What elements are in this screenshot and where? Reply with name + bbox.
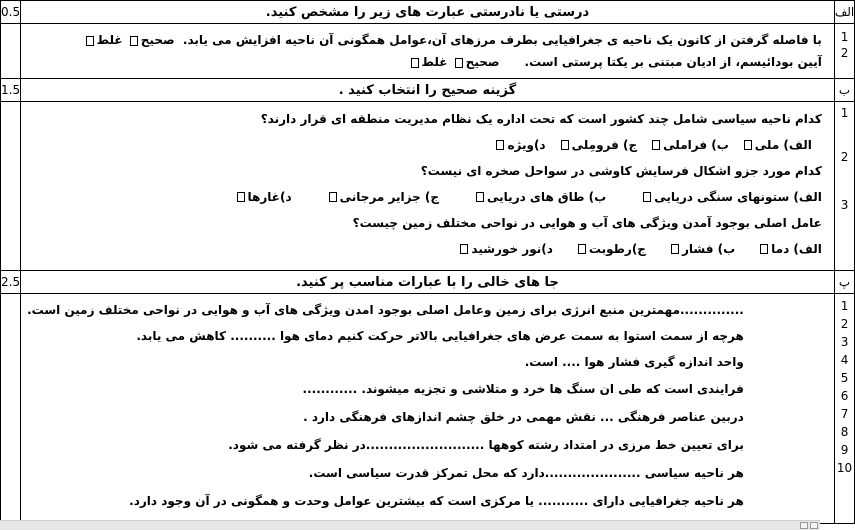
option-checkbox[interactable]: [496, 140, 504, 150]
question-options: [27, 132, 822, 158]
fill-line: هر ناحیه جغرافیایی دارای ........... یا مرکزی است که بیشترین عوامل وحدت و همگونی در آن وجود دارد.: [129, 494, 744, 508]
item-number: 3: [840, 198, 849, 212]
true-label: صحیح: [140, 33, 175, 47]
statement-text: با فاصله گرفتن از کانون یک ناحیه ی جغرافیایی بطرف مرزهای آن،عوامل همگونی آن ناحیه افزایش می یابد.: [182, 33, 822, 47]
question-text: کدام ناحیه سیاسی شامل چند کشور است که تحت اداره یک نظام مدیریت منطقه ای قرار دارند؟: [260, 112, 822, 126]
question-text: کدام مورد جزو اشکال فرسایش کاوشی در سواحل صخره ای نیست؟: [420, 164, 822, 178]
fill-line: فرایندی است که طی ان سنگ ها خرد و متلاشی و تجزیه میشوند. ............: [302, 382, 744, 396]
section-p-score: 2.5: [1, 271, 21, 294]
true-checkbox[interactable]: [130, 36, 138, 46]
false-checkbox[interactable]: [86, 36, 94, 46]
false-checkbox[interactable]: [411, 58, 419, 68]
true-label: صحیح: [465, 55, 500, 69]
option-label: الف) ستونهای سنگی دریایی: [654, 190, 822, 204]
section-a-letter: الف: [834, 1, 854, 24]
option-label: ب) فشار: [681, 242, 736, 256]
option-label: د)نور خورشید: [471, 242, 553, 256]
section-b-letter: ب: [834, 79, 854, 102]
fill-line: هر ناحیه سیاسی .....................دارد که محل تمرکز قدرت سیاسی است.: [308, 466, 744, 480]
false-label: غلط: [96, 33, 123, 47]
option-checkbox[interactable]: [578, 244, 586, 254]
fill-line: واحد اندازه گیری فشار هوا .... است.: [524, 355, 744, 369]
item-number: 8: [840, 425, 849, 439]
horizontal-scrollbar[interactable]: [0, 520, 820, 530]
fill-line: برای تعیین خط مرزی در امتداد رشته کوهها ..........................در نظر گرفته می شود.: [228, 438, 744, 452]
question-options: [27, 236, 822, 262]
option-checkbox[interactable]: [237, 192, 245, 202]
option-label: الف) ملی: [754, 138, 812, 152]
option-label: ب) طاق های دریایی: [487, 190, 607, 204]
option-label: د)غارها: [247, 190, 292, 204]
resize-handle-icon[interactable]: [800, 522, 808, 529]
section-a-item: [27, 51, 822, 73]
false-label: غلط: [421, 55, 448, 69]
option-checkbox[interactable]: [561, 140, 569, 150]
option-checkbox[interactable]: [671, 244, 679, 254]
item-number: 4: [840, 353, 849, 367]
fill-line: دربین عناصر فرهنگی ... نقش مهمی در خلق چشم اندازهای فرهنگی دارد .: [303, 410, 744, 424]
section-b-title: گزینه صحیح را انتخاب کنید .: [21, 79, 835, 102]
question-options: [27, 184, 822, 210]
item-number: 10: [836, 461, 853, 475]
item-number: 7: [840, 407, 849, 421]
resize-handle-icon[interactable]: [810, 522, 818, 529]
item-number: 1: [840, 30, 849, 44]
option-label: د)ویژه: [507, 138, 546, 152]
option-checkbox[interactable]: [329, 192, 337, 202]
question-text: عامل اصلی بوجود آمدن ویژگی های آب و هوایی در نواحی مختلف زمین چیست؟: [352, 216, 822, 230]
section-a-score: 0.5: [1, 1, 21, 24]
item-number: 1: [840, 299, 849, 313]
option-checkbox[interactable]: [760, 244, 768, 254]
fill-line: ..............مهمترین منبع انرژی برای زمین وعامل اصلی بوجود امدن ویژگی های آب و هوایی در نواحی مختلف زمین است.: [27, 303, 744, 317]
item-number: 6: [840, 389, 849, 403]
item-number: 2: [840, 317, 849, 331]
option-checkbox[interactable]: [652, 140, 660, 150]
item-number: 2: [840, 46, 849, 60]
section-p-header: [1, 271, 855, 294]
option-label: ج) فرومِلی: [571, 138, 638, 152]
item-number: 5: [840, 371, 849, 385]
section-p-letter: پ: [834, 271, 854, 294]
option-label: ج)رطوبت: [588, 242, 646, 256]
option-checkbox[interactable]: [744, 140, 752, 150]
section-p-body: [1, 294, 855, 524]
option-checkbox[interactable]: [476, 192, 484, 202]
section-a-header: [1, 1, 855, 24]
section-a-body: [1, 24, 855, 79]
option-checkbox[interactable]: [460, 244, 468, 254]
true-checkbox[interactable]: [455, 58, 463, 68]
option-label: الف) دما: [771, 242, 822, 256]
section-p-title: جا های خالی را با عبارات مناسب پر کنید.: [21, 271, 835, 294]
item-number: 3: [840, 335, 849, 349]
item-number: 2: [840, 150, 849, 164]
option-label: ج) جزایر مرجانی: [339, 190, 440, 204]
section-a-title: درستی یا نادرستی عبارت های زیر را مشخص کنید.: [21, 1, 835, 24]
section-a-item: [27, 29, 822, 51]
fill-line: هرچه از سمت استوا به سمت عرض های جغرافیایی بالاتر حرکت کنیم دمای هوا .......... کاهش می یابد.: [136, 329, 744, 343]
item-number: 9: [840, 443, 849, 457]
section-b-body: [1, 102, 855, 271]
statement-text: آیین بودائیسم، از ادیان مبتنی بر یکتا پرستی است.: [524, 55, 822, 69]
section-b-score: 1.5: [1, 79, 21, 102]
item-number: 1: [840, 106, 849, 120]
option-checkbox[interactable]: [643, 192, 651, 202]
option-label: ب) فراملی: [663, 138, 729, 152]
section-b-header: [1, 79, 855, 102]
